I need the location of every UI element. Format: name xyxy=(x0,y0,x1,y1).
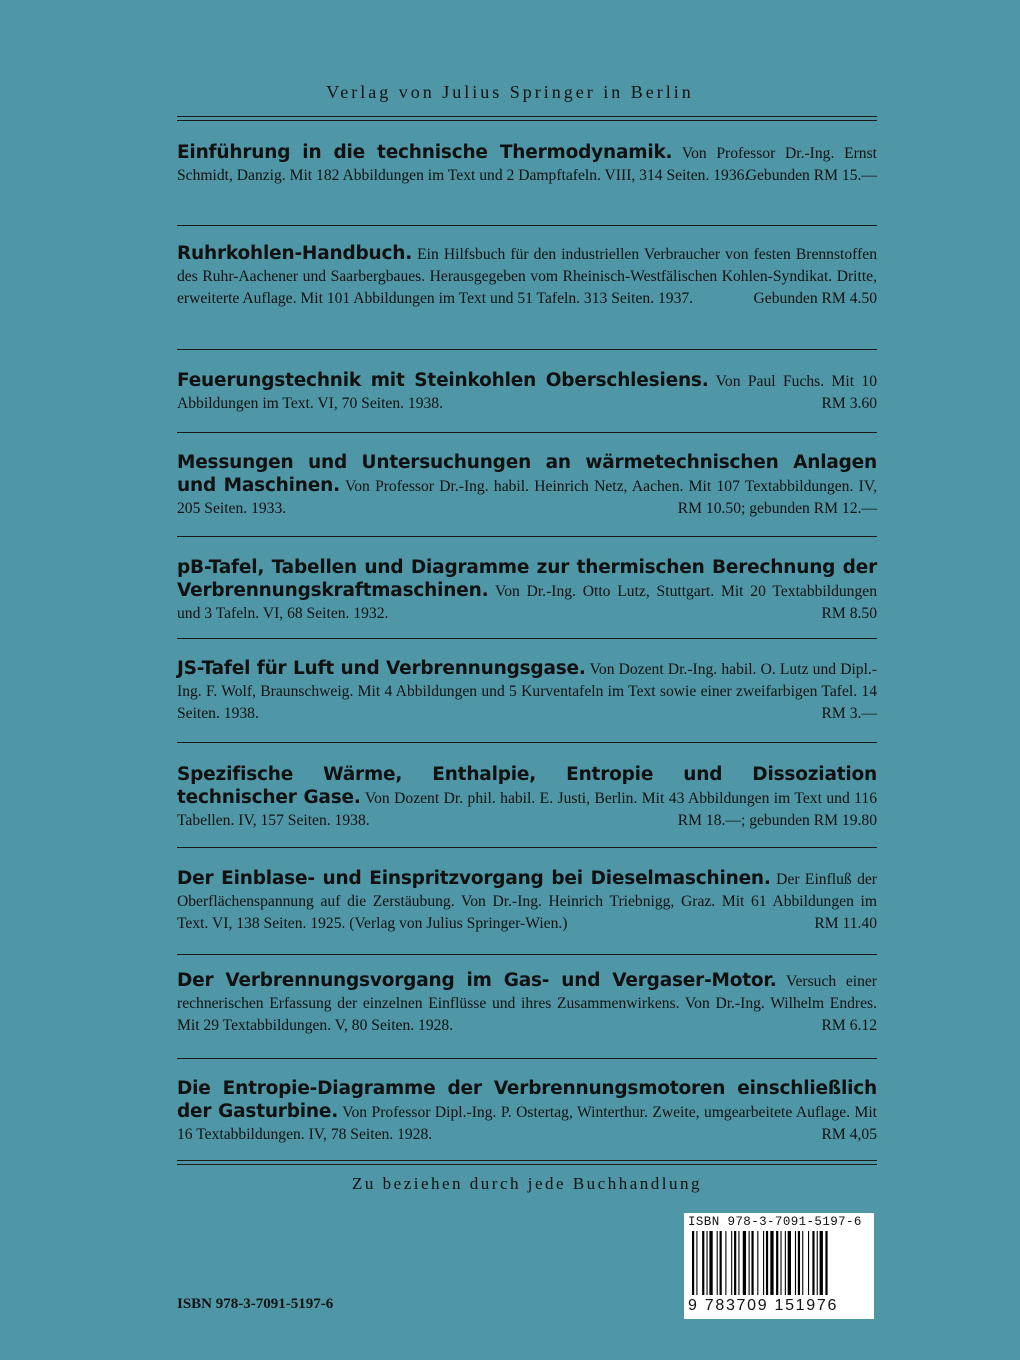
barcode xyxy=(684,1213,874,1319)
barcode-bar xyxy=(825,1231,827,1295)
barcode-bar xyxy=(817,1231,818,1295)
book-entry-9 xyxy=(177,970,877,1037)
barcode-bar xyxy=(785,1231,786,1295)
barcode-bar xyxy=(696,1231,697,1295)
book-description: Von Dozent Dr.-Ing. habil. O. Lutz und Dipl.-Ing. F. Wolf, Braunschweig. Mit 4 Abbildungen und 5 Kurventafeln im Text sowie einer zweifarbigen Tafel. 14 Seiten. 1938. xyxy=(177,661,878,722)
barcode-isbn-label: ISBN 978-3-7091-5197-6 xyxy=(688,1215,862,1229)
book-title: Ruhrkohlen-Handbuch. xyxy=(177,243,413,264)
divider xyxy=(177,432,877,433)
divider xyxy=(177,225,877,226)
barcode-bars-icon xyxy=(692,1231,866,1297)
barcode-bar xyxy=(780,1231,781,1295)
barcode-bar xyxy=(766,1231,768,1295)
book-entry-10 xyxy=(177,1078,877,1146)
barcode-bar xyxy=(757,1231,758,1295)
book-description: Der Einfluß der Oberflächenspannung auf die Zerstäubung. Von Dr.-Ing. Heinrich Triebnigg, Graz. Mit 61 Abbildungen im Text. VI, 138 Seiten. 1925. (Verlag von Julius Springer-Wien.) xyxy=(177,871,877,932)
book-entry-2 xyxy=(177,243,877,310)
header-rule xyxy=(177,116,877,121)
book-price: RM 3.60 xyxy=(821,395,877,412)
barcode-bar xyxy=(709,1231,712,1295)
barcode-bar xyxy=(692,1231,694,1295)
footer-rule xyxy=(177,1160,877,1165)
divider xyxy=(177,536,877,537)
book-price: RM 3.— xyxy=(821,705,877,722)
barcode-bar xyxy=(776,1231,778,1295)
book-price: Gebunden RM 4.50 xyxy=(753,290,877,307)
barcode-bar xyxy=(702,1231,704,1295)
book-price: Gebunden RM 15.— xyxy=(745,167,877,184)
barcode-bar xyxy=(720,1231,722,1295)
divider xyxy=(177,742,877,743)
book-price: RM 11.40 xyxy=(814,915,877,932)
book-description: Von Paul Fuchs. Mit 10 Abbildungen im Text. VI, 70 Seiten. 1938. xyxy=(177,373,877,412)
book-title: JS-Tafel für Luft und Verbrennungsgase. xyxy=(177,658,586,679)
book-title: Der Einblase- und Einspritzvorgang bei Dieselmaschinen. xyxy=(177,868,771,889)
book-entry-6 xyxy=(177,658,877,725)
book-description: Von Dr.-Ing. Otto Lutz, Stuttgart. Mit 20 Textabbildungen und 3 Tafeln. VI, 68 Seiten. 1932. xyxy=(177,583,877,622)
barcode-bar xyxy=(812,1231,814,1295)
barcode-bar xyxy=(731,1231,732,1295)
book-entry-8 xyxy=(177,868,877,935)
book-description: Versuch einer rechnerischen Erfassung der einzelnen Einflüsse und ihres Zusammenwirkens. Von Dr.-Ing. Wilhelm Endres. Mit 29 Textabbildungen. V, 80 Seiten. 1928. xyxy=(177,973,877,1034)
barcode-bar xyxy=(707,1231,708,1295)
barcode-bar xyxy=(763,1231,764,1295)
book-description: Von Professor Dr.-Ing. Ernst Schmidt, Danzig. Mit 182 Abbildungen im Text und 2 Dampftafeln. VIII, 314 Seiten. 1936. xyxy=(177,145,877,184)
book-price: RM 18.—; gebunden RM 19.80 xyxy=(677,812,877,829)
book-title: Einführung in die technische Thermodynamik. xyxy=(177,142,673,163)
barcode-bar xyxy=(788,1231,791,1295)
barcode-bar xyxy=(717,1231,718,1295)
barcode-bar xyxy=(743,1231,746,1295)
book-description: Ein Hilfsbuch für den industriellen Verbraucher von festen Brennstoffen des Ruhr-Aachener und Saarbergbaues. Herausgegeben vom Rheinisch-Westfälischen Kohlen-Syndikat. Dritte, erweiterte Auflage. Mit 101 Abbildungen im Text und 51 Tafeln. 313 Seiten. 1937. xyxy=(177,246,878,307)
barcode-bar xyxy=(802,1231,803,1295)
divider xyxy=(177,1058,877,1059)
book-entry-5 xyxy=(177,557,877,625)
book-entry-7 xyxy=(177,764,877,832)
divider xyxy=(177,638,877,639)
book-price: RM 8.50 xyxy=(821,605,877,622)
divider xyxy=(177,954,877,955)
book-entry-4 xyxy=(177,452,877,520)
divider xyxy=(177,847,877,848)
barcode-bar xyxy=(738,1231,739,1295)
barcode-bar xyxy=(820,1231,823,1295)
book-description: Von Dozent Dr. phil. habil. E. Justi, Berlin. Mit 43 Abbildungen im Text und 116 Tabellen. IV, 157 Seiten. 1938. xyxy=(177,790,877,829)
barcode-bar xyxy=(751,1231,753,1295)
book-price: RM 10.50; gebunden RM 12.— xyxy=(677,500,877,517)
book-entry-1 xyxy=(177,142,877,187)
barcode-bar xyxy=(795,1231,796,1295)
barcode-bar xyxy=(770,1231,773,1295)
barcode-bar xyxy=(749,1231,750,1295)
barcode-bar xyxy=(725,1231,726,1295)
book-price: RM 6.12 xyxy=(821,1017,877,1034)
book-title: Spezifische Wärme, Enthalpie, Entropie und Dissoziation technischer Gase. xyxy=(177,764,877,808)
book-description: Von Professor Dr.-Ing. habil. Heinrich Netz, Aachen. Mit 107 Textabbildungen. IV, 205 Seiten. 1933. xyxy=(177,478,877,517)
book-title: Feuerungstechnik mit Steinkohlen Oberschlesiens. xyxy=(177,370,709,391)
barcode-bar xyxy=(734,1231,736,1295)
barcode-digits: 9 783709 151976 xyxy=(688,1297,839,1314)
publisher-header: Verlag von Julius Springer in Berlin xyxy=(326,82,694,102)
book-description: Von Professor Dipl.-Ing. P. Ostertag, Winterthur. Zweite, umgearbeitete Auflage. Mit 16 Textabbildungen. IV, 78 Seiten. 1928. xyxy=(177,1104,877,1143)
book-price: RM 4,05 xyxy=(821,1126,877,1143)
book-title: Messungen und Untersuchungen an wärmetechnischen Anlagen und Maschinen. xyxy=(177,452,877,496)
book-title: Der Verbrennungsvorgang im Gas- und Vergaser-Motor. xyxy=(177,970,777,991)
book-title: Die Entropie-Diagramme der Verbrennungsmotoren einschließlich der Gasturbine. xyxy=(177,1078,877,1122)
isbn-number: ISBN 978-3-7091-5197-6 xyxy=(177,1296,334,1312)
barcode-bar xyxy=(798,1231,800,1295)
book-title: pB-Tafel, Tabellen und Diagramme zur thermischen Berechnung der Verbrennungskraftmaschinen. xyxy=(177,557,877,601)
barcode-bar xyxy=(808,1231,809,1295)
book-entry-3 xyxy=(177,370,877,415)
divider xyxy=(177,349,877,350)
footer-note: Zu beziehen durch jede Buchhandlung xyxy=(352,1174,702,1193)
